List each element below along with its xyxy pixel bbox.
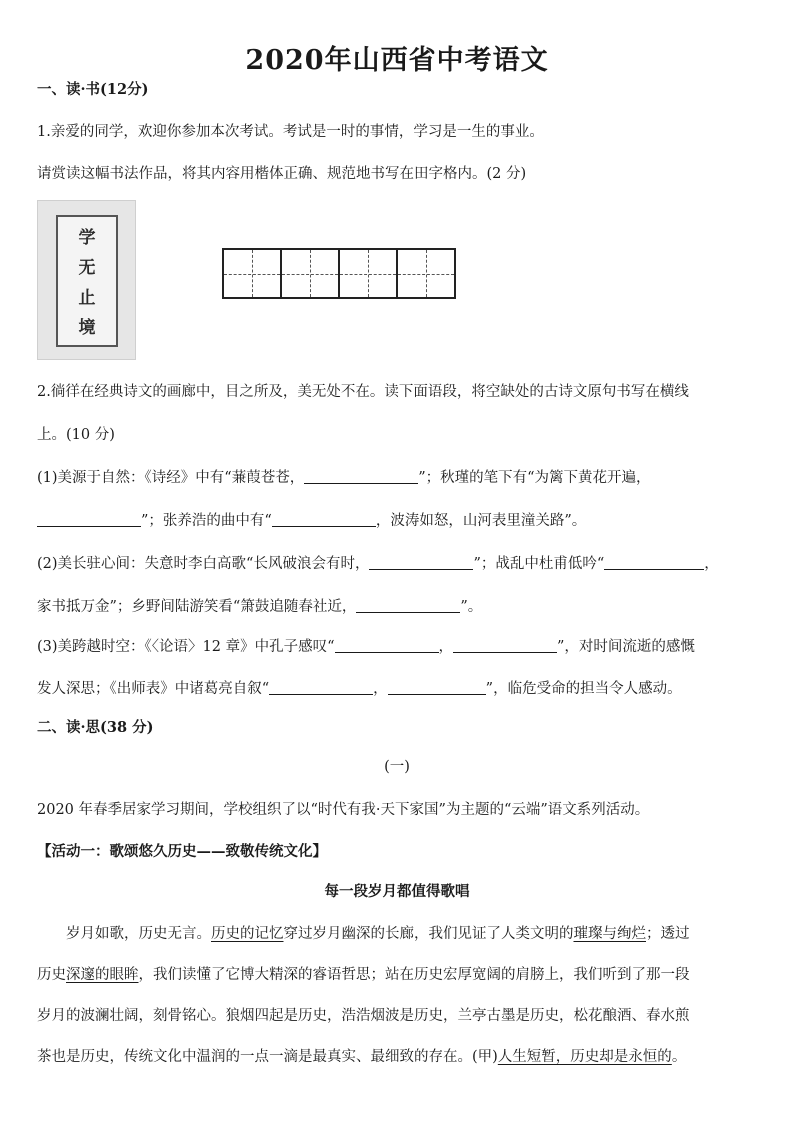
answer-blank[interactable] <box>453 638 557 653</box>
article-line-1 <box>66 922 690 943</box>
q1-line1: 1.亲爱的同学，欢迎你参加本次考试。考试是一时的事情，学习是一生的事业。 <box>37 124 544 140</box>
section2-heading: 二、读·思(38 分) <box>37 719 154 736</box>
intro-text: 2020 年春季居家学习期间，学校组织了以“时代有我·天下家国”为主题的“云端”语文系列活动。 <box>37 802 650 818</box>
text: ”，对时间流逝的感慨 <box>557 639 695 655</box>
q2-line1: 2.徜徉在经典诗文的画廊中，目之所及，美无处不在。读下面语段，将空缺处的古诗文原句书写在横线 <box>37 384 689 400</box>
underlined-phrase: 历史的记忆 <box>211 926 284 942</box>
q2-part3-line2 <box>37 677 682 698</box>
text: ， <box>373 681 388 697</box>
text: ；透过 <box>646 926 690 942</box>
activity-title: 【活动一：歌颂悠久历史——致敬传统文化】 <box>37 843 327 860</box>
text: ”；秋瑾的笔下有“为篱下黄花开遍， <box>418 470 651 486</box>
answer-blank[interactable] <box>388 680 486 695</box>
text: ，我们读懂了它博大精深的睿语哲思；站在历史宏厚宽阔的肩膀上，我们听到了那一段 <box>138 967 690 983</box>
q2-part1-line1 <box>37 466 651 487</box>
calligraphy-char: 无 <box>78 258 96 278</box>
text: 。 <box>671 1049 687 1065</box>
q2-line2: 上。(10 分) <box>37 427 115 443</box>
section1-heading: 一、读·书(12分) <box>37 81 149 98</box>
text: ”，临危受命的担当令人感动。 <box>485 681 682 697</box>
answer-blank[interactable] <box>604 555 704 570</box>
q1-line2: 请赏读这幅书法作品，将其内容用楷体正确、规范地书写在田字格内。(2 分) <box>37 166 527 182</box>
text: 岁月如歌，历史无言。 <box>66 926 211 942</box>
underlined-phrase: 璀璨与绚烂 <box>573 926 646 942</box>
page-title: 2020年山西省中考语文 <box>245 45 549 76</box>
calligraphy-image <box>37 200 136 360</box>
underlined-phrase: 深邃的眼眸 <box>66 967 139 983</box>
q2-part3-line1 <box>37 635 695 656</box>
answer-blank[interactable] <box>272 512 376 527</box>
answer-blank[interactable] <box>356 598 460 613</box>
text: (1)美源于自然：《诗经》中有“蒹葭苍苍， <box>37 470 305 486</box>
text: (2)美长驻心间：失意时李白高歌“长风破浪会有时， <box>37 556 370 572</box>
q2-part2-line2 <box>37 595 482 616</box>
article-line-3: 岁月的波澜壮阔，刻骨铭心。狼烟四起是历史，浩浩烟波是历史，兰亭古墨是历史，松花酿酒、春水煎 <box>37 1008 690 1024</box>
text: ”；战乱中杜甫低吟“ <box>473 556 605 572</box>
tianzige-cell[interactable] <box>338 248 398 299</box>
calligraphy-scroll <box>56 215 118 347</box>
q2-part2-line1 <box>37 552 719 573</box>
calligraphy-char: 学 <box>78 228 96 248</box>
text: 茶也是历史，传统文化中温润的一点一滴是最真实、最细致的存在。(甲) <box>37 1049 498 1065</box>
tianzige-cell[interactable] <box>222 248 282 299</box>
article-line-4 <box>37 1045 686 1066</box>
text: ， <box>704 556 719 572</box>
answer-blank[interactable] <box>335 638 439 653</box>
text: ”。 <box>460 599 483 615</box>
tianzige-cell[interactable] <box>396 248 456 299</box>
answer-blank[interactable] <box>269 680 373 695</box>
calligraphy-char: 境 <box>78 318 96 338</box>
text: ， <box>438 639 454 655</box>
text: (3)美跨越时空：《〈论语〉12 章》中孔子感叹“ <box>37 639 335 655</box>
tianzige-grid[interactable] <box>224 248 456 299</box>
text: 穿过岁月幽深的长廊，我们见证了人类文明的 <box>283 926 574 942</box>
text: 家书抵万金”；乡野间陆游笑看“箫鼓追随春社近， <box>37 599 357 615</box>
article-line-2 <box>37 963 690 984</box>
answer-blank[interactable] <box>369 555 473 570</box>
tianzige-cell[interactable] <box>280 248 340 299</box>
calligraphy-char: 止 <box>78 288 96 308</box>
text: 历史 <box>37 967 66 983</box>
article-title: 每一段岁月都值得歌唱 <box>324 883 470 900</box>
answer-blank[interactable] <box>304 469 418 484</box>
text: ”；张养浩的曲中有“ <box>141 513 272 529</box>
answer-blank[interactable] <box>37 512 141 527</box>
text: 发人深思；《出师表》中诸葛亮自叙“ <box>37 681 270 697</box>
q2-part1-line2 <box>37 509 586 530</box>
part-marker: (一) <box>384 759 410 775</box>
underlined-phrase: 人生短暂，历史却是永恒的 <box>497 1049 672 1065</box>
text: ，波涛如怒，山河表里潼关路”。 <box>375 513 587 529</box>
